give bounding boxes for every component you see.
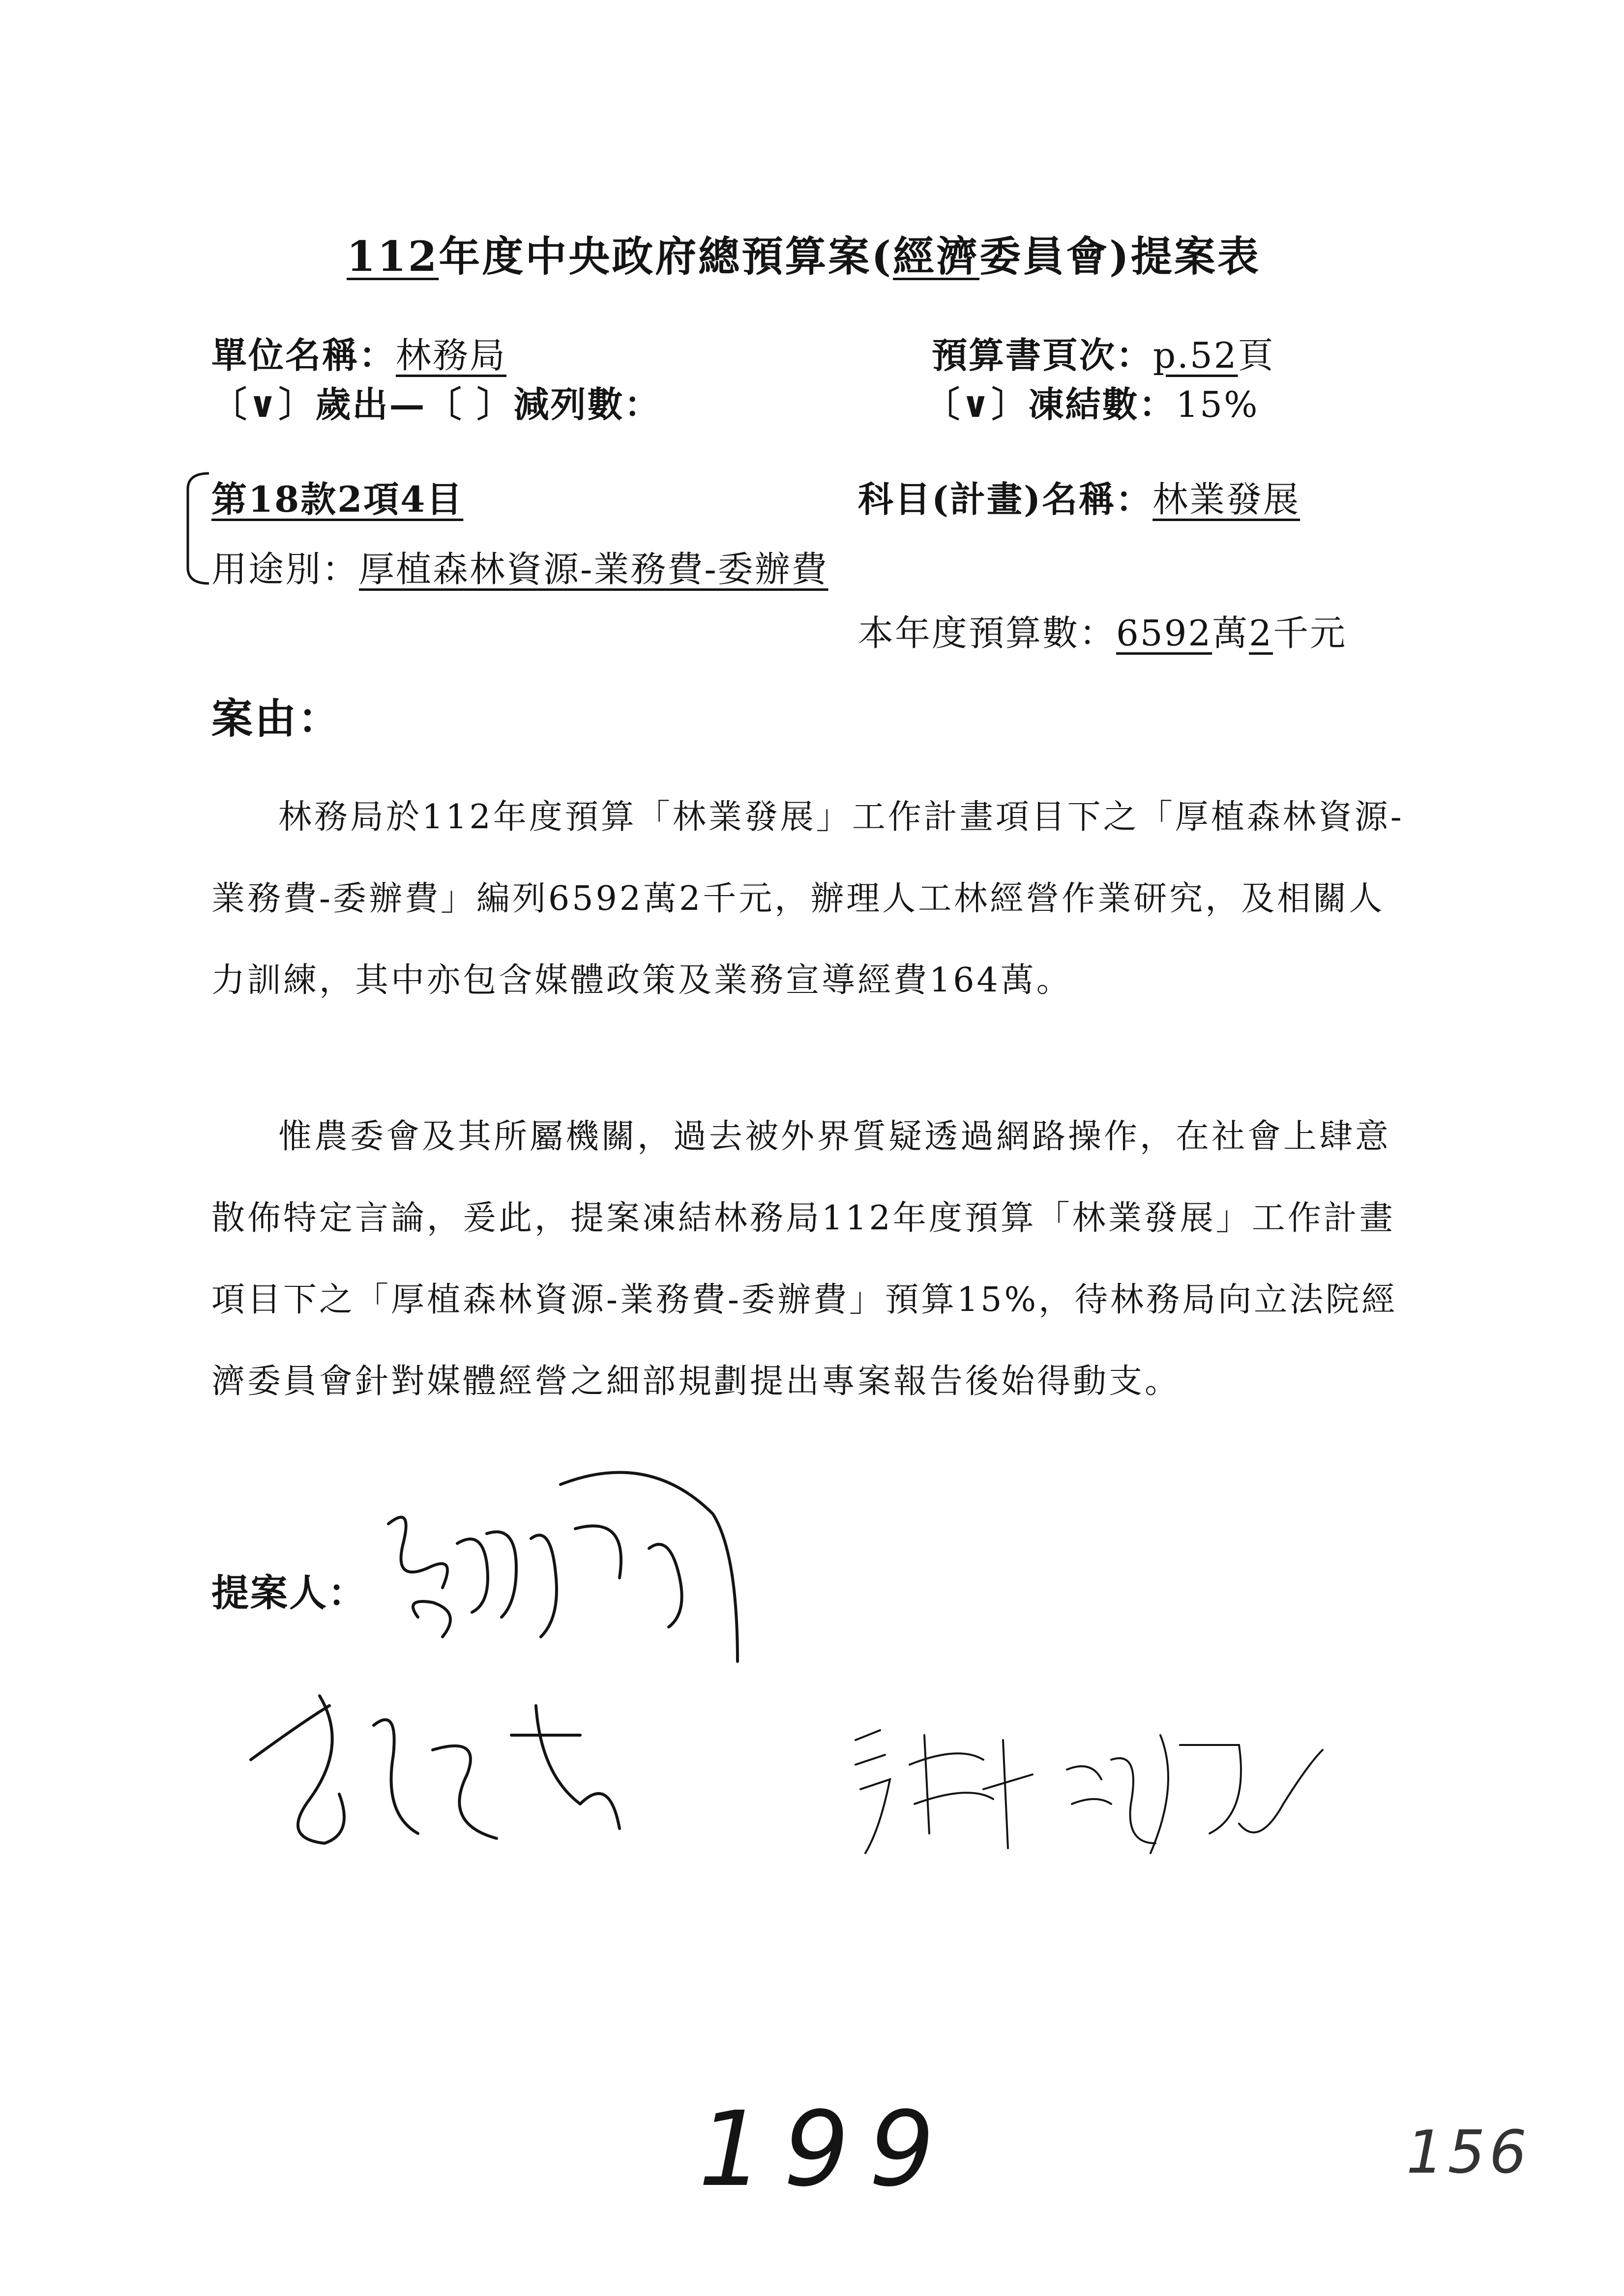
budget-amount-sub: 2 <box>1249 612 1273 654</box>
budget-amount-label: 本年度預算數： <box>858 612 1117 654</box>
title-committee: 經濟 <box>893 232 980 281</box>
section-bracket <box>182 469 211 587</box>
page-ref-suffix: 頁 <box>1238 335 1275 376</box>
document-title <box>347 224 1261 283</box>
usage-value: 厚植森林資源-業務費-委辦費 <box>359 549 828 590</box>
paragraph-text: 林務局於112年度預算「林業發展」工作計畫項目下之「厚植森林資源-業務費-委辦費」編列6592萬2千元，辦理人工林經營作業研究，及相關人力訓練，其中亦包含媒體政策及業務宣導經費164萬。 <box>211 798 1404 1000</box>
freeze-row <box>924 376 1259 427</box>
subject-row <box>858 471 1300 522</box>
title-text: 年度中央政府總預算案( <box>439 232 893 281</box>
page-ref-row <box>932 327 1275 378</box>
page-ref-value: p.52 <box>1153 335 1238 376</box>
subject-value: 林業發展 <box>1152 479 1300 520</box>
unit-value: 林務局 <box>396 335 507 376</box>
subject-label: 科目(計畫)名稱： <box>858 478 1153 520</box>
handwritten-corner-number: 156 <box>1406 2119 1531 2187</box>
unit-row <box>211 327 506 378</box>
signature-1 <box>374 1455 747 1701</box>
usage-label: 用途別： <box>211 549 359 590</box>
page-ref-label: 預算書頁次： <box>932 334 1153 376</box>
proposer-label: 提案人： <box>211 1571 367 1615</box>
budget-amount-unit2: 千元 <box>1273 612 1347 654</box>
signature-3 <box>836 1706 1328 1873</box>
paragraph-text: 惟農委會及其所屬機關，過去被外界質疑透過網路操作，在社會上肆意散佈特定言論，爰此，提案凍結林務局112年度預算「林業發展」工作計畫項目下之「厚植森林資源-業務費-委辦費」預算15%，待林務局向立法院經濟委員會針對媒體經營之細部規劃提出專案報告後始得動支。 <box>211 1117 1398 1401</box>
title-text-end: 委員會)提案表 <box>979 232 1261 281</box>
budget-item <box>211 471 463 522</box>
title-year: 112 <box>347 232 439 281</box>
unit-label: 單位名稱： <box>211 334 396 376</box>
freeze-value: 15% <box>1176 384 1259 425</box>
handwritten-page-number: 199 <box>698 2089 954 2209</box>
reason-paragraph-2 <box>211 1096 1416 1423</box>
budget-amount-main: 6592 <box>1116 612 1212 654</box>
budget-amount-unit1: 萬 <box>1212 612 1249 654</box>
reason-paragraph-1 <box>211 777 1416 1021</box>
budget-amount-row <box>858 605 1347 656</box>
usage-row <box>211 541 828 592</box>
reason-heading: 案由： <box>211 694 342 743</box>
budget-item-value: 第18款2項4目 <box>211 478 464 520</box>
expense-checkbox-row: 〔∨〕歲出—〔 〕減列數： <box>211 383 661 425</box>
signature-2 <box>236 1676 708 1873</box>
freeze-label: 〔∨〕凍結數： <box>924 383 1176 425</box>
